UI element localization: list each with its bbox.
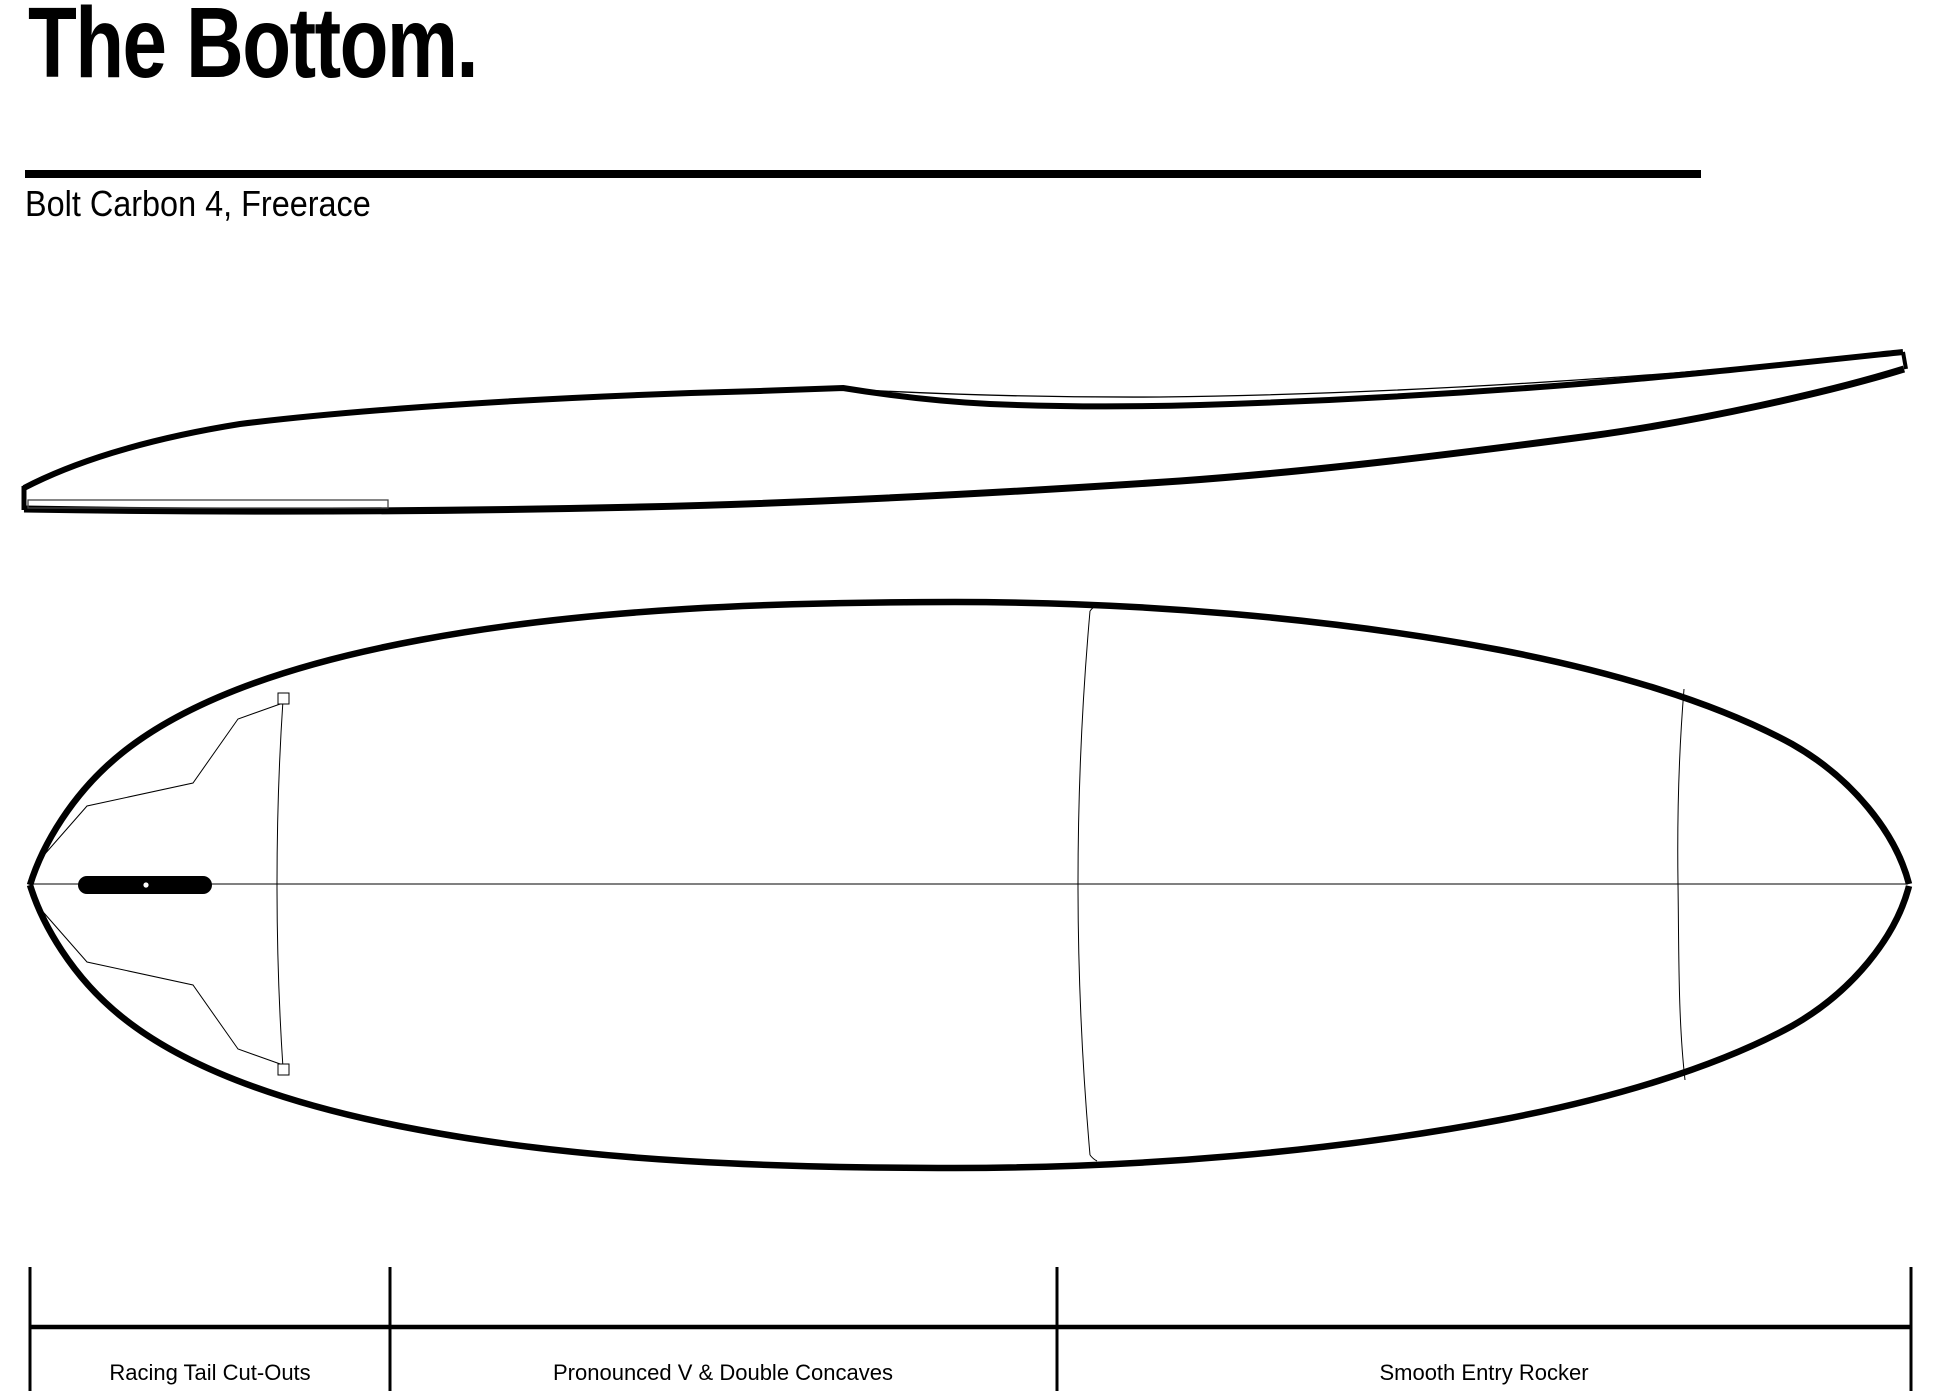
plan-concave-line-mid-bottom-hook xyxy=(1090,1155,1097,1161)
side-deck-line xyxy=(24,352,1903,488)
feature-ruler xyxy=(30,1267,1911,1391)
side-profile-view xyxy=(24,352,1906,511)
ruler-label-pronounced-v-double-concaves: Pronounced V & Double Concaves xyxy=(553,1360,893,1385)
bottom-plan-view xyxy=(30,602,1909,1168)
plan-concave-transition-line-mid xyxy=(1078,611,1090,1155)
plan-outline-bottom xyxy=(30,885,1909,1168)
ruler-label-smooth-entry-rocker: Smooth Entry Rocker xyxy=(1379,1360,1589,1385)
fin-box-screw-dot xyxy=(143,882,148,887)
plan-outline-top xyxy=(30,602,1909,885)
page-subtitle: Bolt Carbon 4, Freerace xyxy=(25,183,371,224)
page-title: The Bottom. xyxy=(28,0,478,99)
plan-tail-notch-square-top xyxy=(278,693,289,704)
side-nose-tip-edge xyxy=(1903,352,1906,369)
ruler-label-racing-tail-cutouts: Racing Tail Cut-Outs xyxy=(109,1360,311,1385)
plan-tail-notch-square-bottom xyxy=(278,1064,289,1075)
side-bottom-rocker-line xyxy=(24,369,1904,511)
